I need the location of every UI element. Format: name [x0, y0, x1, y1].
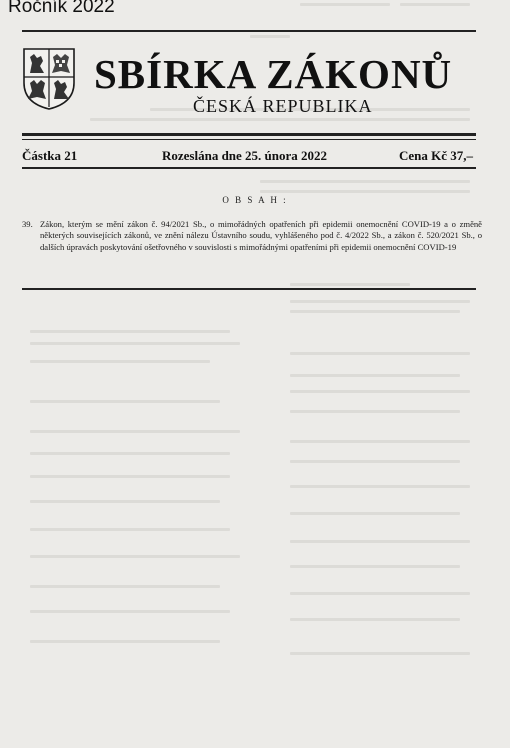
- publication-date: Rozeslána dne 25. února 2022: [162, 148, 328, 163]
- price: Cena Kč 37,–: [399, 148, 474, 163]
- entry-number: 39.: [22, 219, 33, 229]
- czech-coat-of-arms-icon: [22, 47, 76, 111]
- entry-text: Zákon, kterým se mění zákon č. 94/2021 Sb., o mimořádných opatřeních při epidemii onemocnění COVID-19 a o změně některých souvisejících zákonů, ve znění nálezu Ústavního soudu, vyhlášeného pod č. 4/2022 Sb., a zákon č. 520/2021 Sb., o dalších úpravách poskytování ošetřovného v souvislosti s mimořádnými opatřeními při epidemii onemocnění COVID-19: [40, 219, 482, 252]
- document-title: SBÍRKA ZÁKONŮ: [94, 51, 453, 97]
- contents-heading: O B S A H :: [222, 195, 288, 205]
- info-rule: [22, 167, 476, 169]
- contents-entry: [22, 219, 482, 253]
- volume-year: Ročník 2022: [8, 0, 115, 17]
- top-rule: [22, 30, 476, 32]
- document-subtitle: ČESKÁ REPUBLIKA: [193, 96, 373, 116]
- contents-end-rule: [22, 288, 476, 290]
- issue-number: Částka 21: [22, 148, 78, 163]
- header-rule-thin: [22, 139, 476, 140]
- header-rule-thick: [22, 133, 476, 136]
